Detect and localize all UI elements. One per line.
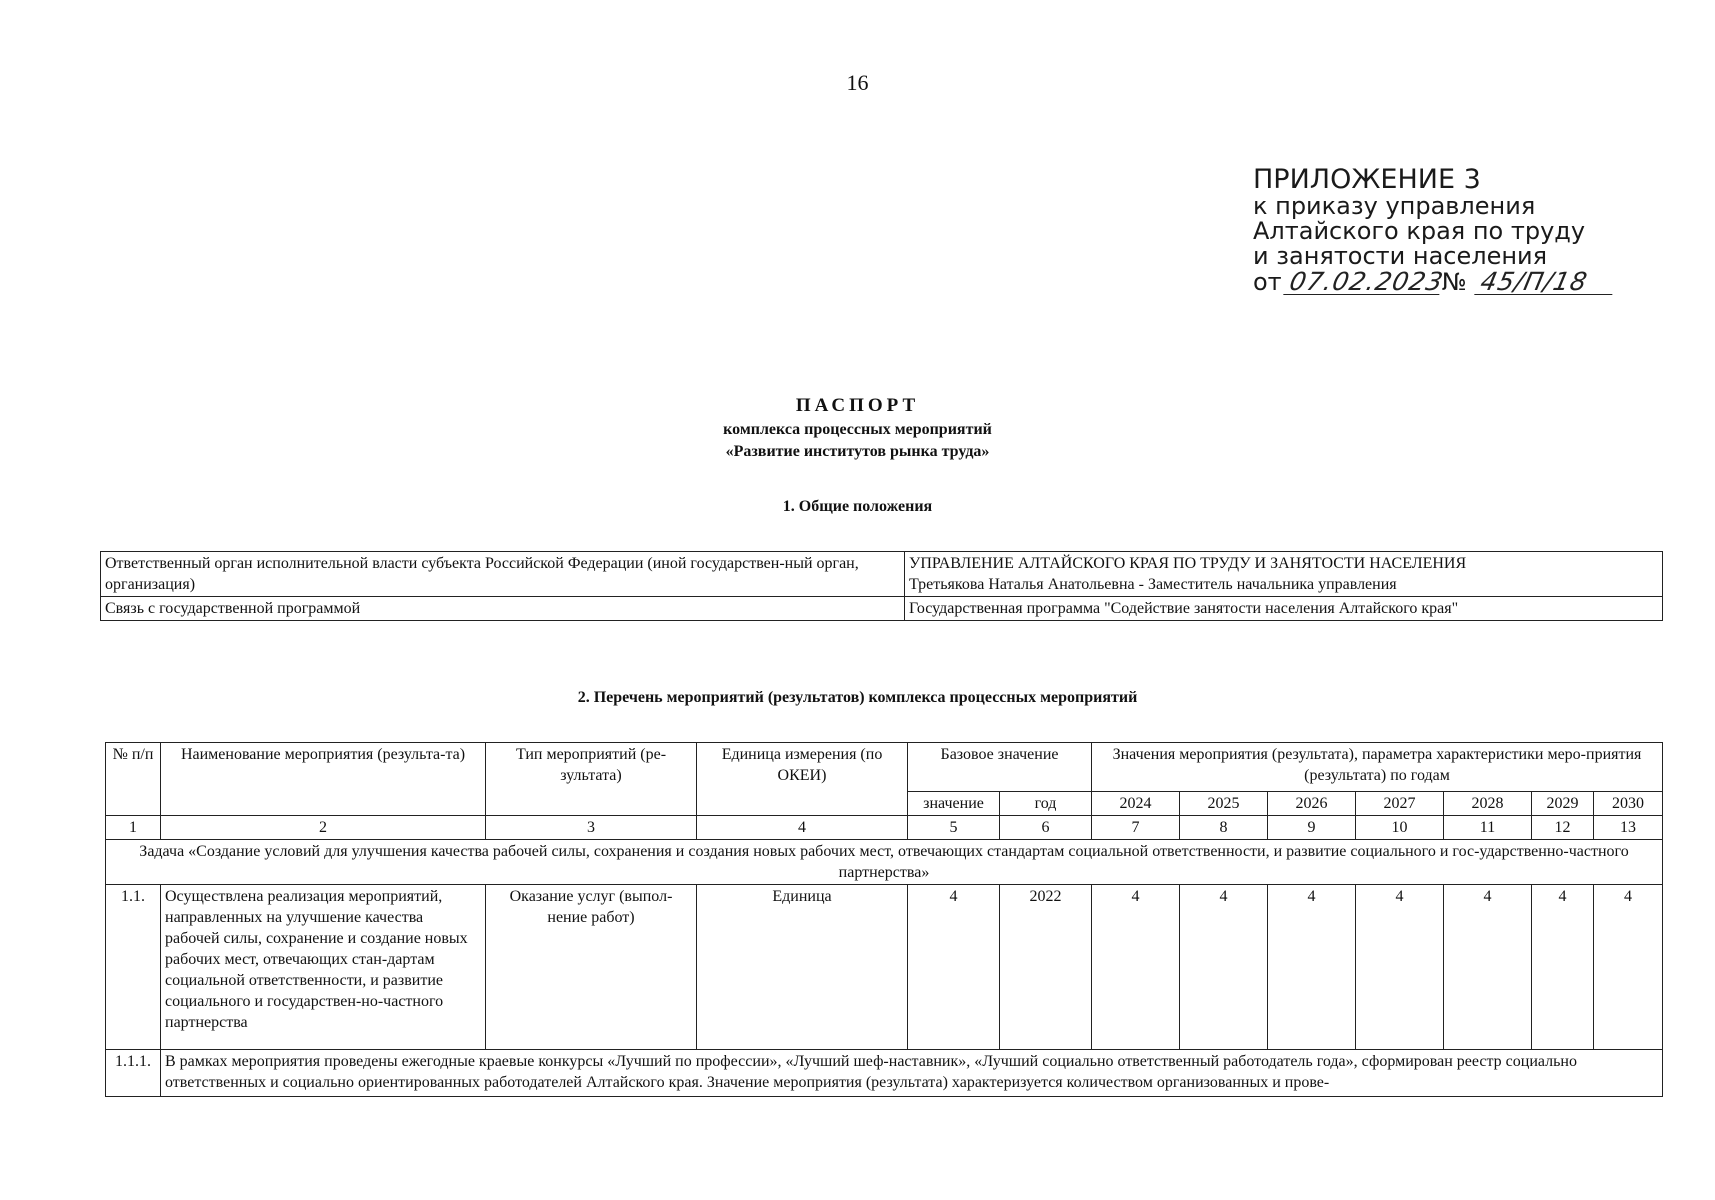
header-year: 2028 xyxy=(1444,792,1532,816)
heading-line-1: комплекса процессных мероприятий xyxy=(723,421,992,438)
row-value-2024: 4 xyxy=(1092,885,1180,1050)
passport-title: ПАСПОРТ xyxy=(795,395,920,416)
col-number: 6 xyxy=(1000,816,1092,840)
row-value-2027: 4 xyxy=(1356,885,1444,1050)
header-name: Наименование мероприятия (результа-та) xyxy=(161,743,486,816)
header-year: 2025 xyxy=(1180,792,1268,816)
table-row xyxy=(106,1050,1663,1097)
table-row xyxy=(101,552,1663,597)
document-heading xyxy=(0,393,1715,463)
col-number: 3 xyxy=(486,816,697,840)
header-row xyxy=(106,743,1663,792)
row-description: В рамках мероприятия проведены ежегодные краевые конкурсы «Лучший по профессии», «Лучший шеф-наставник», «Лучший социально ответственный работодатель года», сформирован реестр социально ответственных и социально ориентированных работодателей Алтайского края. Значение мероприятия (результата) характеризуется количеством организованных и прове- xyxy=(161,1050,1663,1097)
row-value-2025: 4 xyxy=(1180,885,1268,1050)
page-number: 16 xyxy=(846,70,869,95)
header-num: № п/п xyxy=(106,743,161,816)
header-type: Тип мероприятий (ре-зультата) xyxy=(486,743,697,816)
appendix-line-1: к приказу управления xyxy=(1253,192,1536,220)
general-provisions-table xyxy=(100,551,1663,621)
measures-table xyxy=(105,742,1663,1097)
header-values: Значения мероприятия (результата), параметра характеристики меро-приятия (результата) по годам xyxy=(1092,743,1663,792)
general-value xyxy=(905,552,1663,597)
header-unit: Единица измерения (по ОКЕИ) xyxy=(697,743,908,816)
header-base-year: год xyxy=(1000,792,1092,816)
handwritten-number: 45/П/18 xyxy=(1474,269,1618,295)
responsible-body: УПРАВЛЕНИЕ АЛТАЙСКОГО КРАЯ ПО ТРУДУ И ЗАНЯТОСТИ НАСЕЛЕНИЯ xyxy=(909,555,1467,572)
row-value-2028: 4 xyxy=(1444,885,1532,1050)
appendix-line-2: Алтайского края по труду xyxy=(1253,217,1586,245)
col-number: 13 xyxy=(1594,816,1663,840)
table-row xyxy=(101,597,1663,621)
from-label: от xyxy=(1253,268,1282,296)
general-label: Связь с государственной программой xyxy=(101,597,905,621)
appendix-line-3: и занятости населения xyxy=(1253,242,1548,270)
task-text: Задача «Создание условий для улучшения качества рабочей силы, сохранения и создания новых рабочих мест, отвечающих стандартам социальной ответственности, и развитие социального и гос-ударственно-частного партнерства» xyxy=(106,840,1663,885)
row-name: Осуществлена реализация мероприятий, направленных на улучшение качества рабочей силы, сохранение и создание новых рабочих мест, отвечающих стан-дартам социальной ответственности, и развитие социального и государствен-но-частного партнерства xyxy=(161,885,486,1050)
task-row xyxy=(106,840,1663,885)
row-value-2029: 4 xyxy=(1532,885,1594,1050)
row-unit: Единица xyxy=(697,885,908,1050)
col-number: 10 xyxy=(1356,816,1444,840)
row-type: Оказание услуг (выпол-нение работ) xyxy=(486,885,697,1050)
header-year: 2026 xyxy=(1268,792,1356,816)
section-2-title: 2. Перечень мероприятий (результатов) комплекса процессных мероприятий xyxy=(577,689,1138,706)
appendix-title: ПРИЛОЖЕНИЕ 3 xyxy=(1253,164,1481,195)
col-number: 5 xyxy=(908,816,1000,840)
col-number: 8 xyxy=(1180,816,1268,840)
order-date-line xyxy=(1253,269,1615,295)
header-year: 2027 xyxy=(1356,792,1444,816)
general-value: Государственная программа "Содействие занятости населения Алтайского края" xyxy=(905,597,1663,621)
general-label: Ответственный орган исполнительной власти субъекта Российской Федерации (иной государствен-ный орган, организация) xyxy=(101,552,905,597)
header-base-value: значение xyxy=(908,792,1000,816)
row-value-2030: 4 xyxy=(1594,885,1663,1050)
col-number: 1 xyxy=(106,816,161,840)
heading-line-2: «Развитие институтов рынка труда» xyxy=(725,443,990,460)
header-year: 2024 xyxy=(1092,792,1180,816)
table-row xyxy=(106,885,1663,1050)
section-1-title: 1. Общие положения xyxy=(782,498,933,515)
number-label: № xyxy=(1441,268,1467,296)
row-num: 1.1.1. xyxy=(106,1050,161,1097)
row-num: 1.1. xyxy=(106,885,161,1050)
col-number: 9 xyxy=(1268,816,1356,840)
col-number: 2 xyxy=(161,816,486,840)
row-base-year: 2022 xyxy=(1000,885,1092,1050)
col-number: 12 xyxy=(1532,816,1594,840)
handwritten-date: 07.02.2023 xyxy=(1283,269,1445,295)
row-value-2026: 4 xyxy=(1268,885,1356,1050)
row-base-value: 4 xyxy=(908,885,1000,1050)
column-number-row xyxy=(106,816,1663,840)
col-number: 7 xyxy=(1092,816,1180,840)
header-base: Базовое значение xyxy=(908,743,1092,792)
col-number: 4 xyxy=(697,816,908,840)
responsible-person: Третьякова Наталья Анатольевна - Заместитель начальника управления xyxy=(909,576,1397,593)
appendix-block xyxy=(1253,165,1615,295)
header-year: 2030 xyxy=(1594,792,1663,816)
col-number: 11 xyxy=(1444,816,1532,840)
header-year: 2029 xyxy=(1532,792,1594,816)
